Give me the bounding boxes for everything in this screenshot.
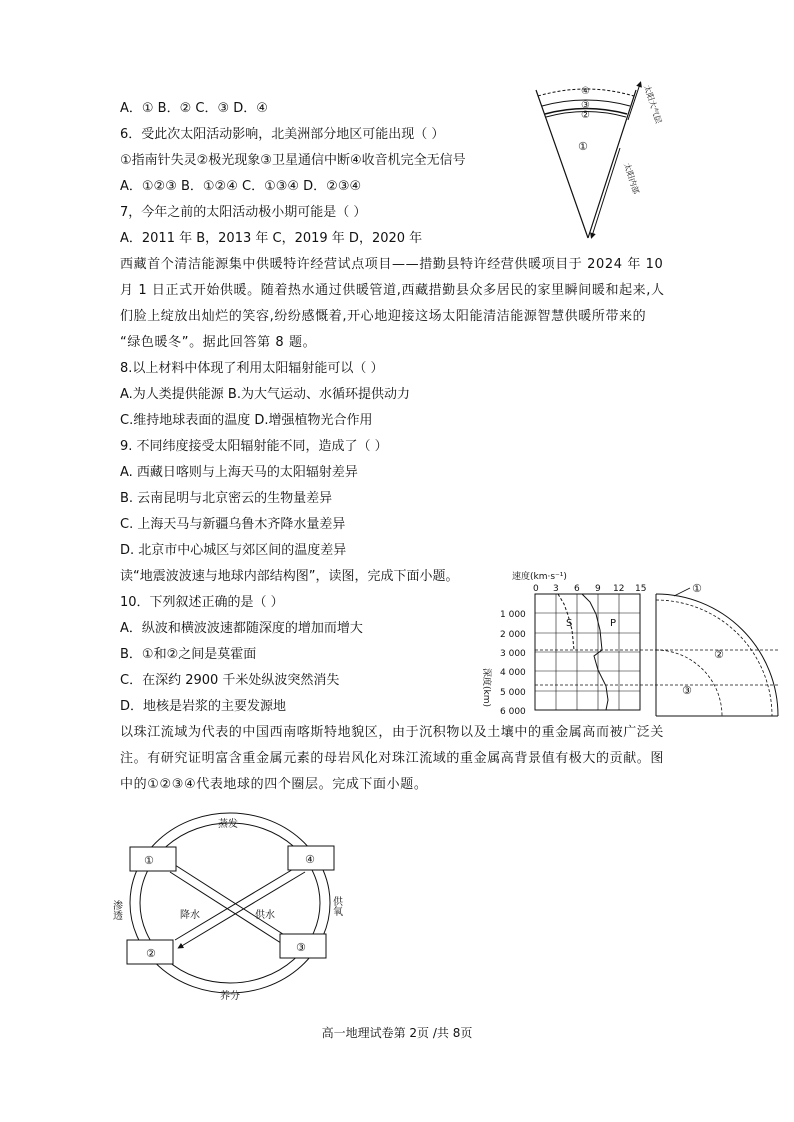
text-line-l2: 6．受此次太阳活动影响，北美洲部分地区可能出现（ ） <box>120 127 445 142</box>
sun-atmosphere-label: 太阳大气层 <box>642 83 664 125</box>
speed-tick-15: 15 <box>635 584 647 594</box>
sun-structure-figure <box>520 78 664 248</box>
depth-tick-3000: 3 000 <box>500 649 526 659</box>
speed-axis-label: 速度(km·s⁻¹) <box>512 572 567 582</box>
arrow-label-right: 供氧 <box>330 896 342 916</box>
sun-interior-label: 太阳内部 <box>622 161 641 196</box>
text-line-l8: 月 1 日正式开始供暖。随着热水通过供暖管道,西藏措勤县众多居民的家里瞬间暖和起来,人 <box>120 283 665 298</box>
text-line-l22: B．①和②之间是莫霍面 <box>120 647 257 662</box>
sector-label-4: ④ <box>581 86 590 97</box>
text-line-l13: C.维持地球表面的温度 D.增强植物光合作用 <box>120 413 373 428</box>
text-line-l11: 8.以上材料中体现了利用太阳辐射能可以（ ） <box>120 361 384 376</box>
sphere-label-4: ④ <box>305 853 315 866</box>
sphere-label-1: ① <box>144 854 154 867</box>
sphere-label-3: ③ <box>296 941 306 954</box>
layer-label-1: ① <box>692 582 702 595</box>
text-line-l23: C．在深约 2900 千米处纵波突然消失 <box>120 673 340 688</box>
speed-tick-6: 6 <box>574 584 580 594</box>
text-line-l12: A.为人类提供能源 B.为大气运动、水循环提供动力 <box>120 387 410 402</box>
layer-label-2: ② <box>714 648 724 661</box>
text-line-l20: 10．下列叙述正确的是（ ） <box>120 595 284 610</box>
text-line-l17: C. 上海天马与新疆乌鲁木齐降水量差异 <box>120 517 346 532</box>
page-footer: 高一地理试卷第 2页 /共 8页 <box>321 1026 473 1040</box>
sphere-label-2: ② <box>146 947 156 960</box>
depth-tick-1000: 1 000 <box>500 610 526 620</box>
outer-cycle-ring <box>130 813 330 993</box>
arrow-label-cross-right: 供水 <box>255 910 275 921</box>
seismic-wave-figure <box>478 570 783 720</box>
text-line-l27: 中的①②③④代表地球的四个圈层。完成下面小题。 <box>120 777 428 792</box>
speed-tick-9: 9 <box>595 584 601 594</box>
text-line-l15: A. 西藏日喀则与上海天马的太阳辐射差异 <box>120 465 358 480</box>
p-wave-label: P <box>610 618 617 629</box>
text-line-l18: D. 北京市中心城区与郊区间的温度差异 <box>120 543 347 558</box>
text-line-l3: ①指南针失灵②极光现象③卫星通信中断④收音机完全无信号 <box>120 153 466 168</box>
text-line-l1: A．① B．② C．③ D．④ <box>120 101 268 116</box>
inner-arrow <box>592 148 620 236</box>
layer-1-leader <box>674 588 690 596</box>
sector-label-2: ② <box>581 110 590 121</box>
depth-tick-5000: 5 000 <box>500 688 526 698</box>
text-line-l25: 以珠江流域为代表的中国西南喀斯特地貌区，由于沉积物以及土壤中的重金属高而被广泛关 <box>120 725 665 740</box>
text-line-l14: 9. 不同纬度接受太阳辐射能不同，造成了（ ） <box>120 439 388 454</box>
text-line-l19: 读“地震波波速与地球内部结构图”，读图，完成下面小题。 <box>120 569 459 584</box>
depth-tick-2000: 2 000 <box>500 630 526 640</box>
sector-label-3: ③ <box>581 100 590 111</box>
arrow-label-left: 渗透 <box>110 900 122 920</box>
arrow-label-cross-left: 降水 <box>180 910 200 921</box>
arrow-label-top: 蒸发 <box>218 819 238 830</box>
speed-tick-0: 0 <box>533 584 539 594</box>
text-line-l26: 注。有研究证明富含重金属元素的母岩风化对珠江流域的重金属高背景值有极大的贡献。图 <box>120 751 665 766</box>
sphere-cycle-figure <box>100 800 360 1005</box>
text-line-l6: A．2011 年 B，2013 年 C，2019 年 D，2020 年 <box>120 231 423 246</box>
cross-line-a <box>175 865 300 945</box>
text-line-l5: 7，今年之前的太阳活动极小期可能是（ ） <box>120 205 367 220</box>
text-line-l7: 西藏首个清洁能源集中供暖特许经营试点项目——措勤县特许经营供暖项目于 2024 年 10 <box>120 257 664 272</box>
arrow-label-bottom: 养分 <box>220 991 240 1002</box>
sector-label-1: ① <box>578 140 588 153</box>
s-wave-label: S <box>566 618 573 629</box>
depth-tick-6000: 6 000 <box>500 707 526 717</box>
text-line-l4: A．①②③ B．①②④ C．①③④ D．②③④ <box>120 179 362 194</box>
text-line-l21: A．纵波和横波波速都随深度的增加而增大 <box>120 621 363 636</box>
text-line-l9: 们脸上绽放出灿烂的笑容,纷纷感慨着,开心地迎接这场太阳能清洁能源智慧供暖所带来的 <box>120 309 647 324</box>
cross-line-b <box>175 865 300 940</box>
layer-label-3: ③ <box>682 684 692 697</box>
depth-axis-label: 深度(km) <box>481 668 491 708</box>
text-line-l10: “绿色暖冬”。据此回答第 8 题。 <box>120 335 317 350</box>
speed-tick-3: 3 <box>553 584 559 594</box>
text-line-l24: D．地核是岩浆的主要发源地 <box>120 699 287 714</box>
speed-tick-12: 12 <box>613 584 625 594</box>
depth-tick-4000: 4 000 <box>500 668 526 678</box>
text-line-l16: B. 云南昆明与北京密云的生物量差异 <box>120 491 333 506</box>
outer-arrow <box>628 84 640 120</box>
core-arc <box>656 650 722 716</box>
